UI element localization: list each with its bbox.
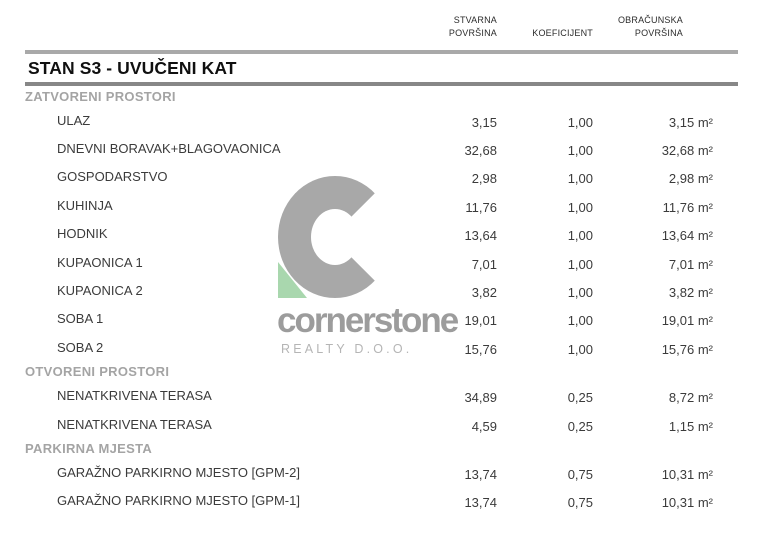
stvarna-povrsina-value: 13,64 bbox=[464, 228, 497, 244]
table-row bbox=[25, 487, 738, 515]
obracunska-povrsina-value: 11,76 m² bbox=[662, 199, 713, 215]
column-header-stvarna-povrsina bbox=[380, 14, 497, 50]
table-row bbox=[25, 276, 738, 304]
table-row bbox=[25, 220, 738, 248]
obracunska-povrsina-value: 15,76 m² bbox=[661, 341, 713, 357]
obracunska-povrsina-value: 1,15 m² bbox=[668, 418, 713, 434]
obracunska-povrsina-value: 10,31 m² bbox=[661, 495, 713, 511]
obracunska-povrsina-value: 3,82 m² bbox=[668, 285, 713, 301]
room-label: NENATKRIVENA TERASA bbox=[57, 416, 212, 432]
table-row bbox=[25, 134, 738, 162]
table-row bbox=[25, 382, 738, 410]
obracunska-povrsina-value: 19,01 m² bbox=[661, 313, 713, 329]
koeficijent-value: 1,00 bbox=[567, 114, 593, 130]
koeficijent-value: 0,25 bbox=[567, 418, 593, 434]
room-label: GARAŽNO PARKIRNO MJESTO [GPM-1] bbox=[57, 493, 300, 509]
page-title: STAN S3 - UVUČENI KAT bbox=[28, 57, 237, 78]
watermark-brand-text: cornerstone bbox=[277, 301, 458, 340]
stvarna-povrsina-value: 15,76 bbox=[464, 341, 497, 357]
koeficijent-value: 1,00 bbox=[567, 313, 593, 329]
koeficijent-value: 1,00 bbox=[567, 199, 593, 215]
column-header-koeficijent: KOEFICIJENT bbox=[532, 28, 593, 38]
column-header-line: STVARNA bbox=[453, 15, 497, 25]
watermark-subtitle-text: REALTY D.O.O. bbox=[281, 342, 413, 356]
koeficijent-value: 1,00 bbox=[567, 341, 593, 357]
obracunska-povrsina-value: 2,98 m² bbox=[668, 171, 713, 187]
obracunska-povrsina-value: 10,31 m² bbox=[661, 466, 713, 482]
obracunska-povrsina-value: 3,15 m² bbox=[668, 114, 713, 130]
section-header: PARKIRNA MJESTA bbox=[25, 440, 153, 456]
column-header-line: POVRŠINA bbox=[448, 28, 497, 38]
koeficijent-value: 1,00 bbox=[567, 228, 593, 244]
column-header-line: POVRŠINA bbox=[634, 28, 683, 38]
table-row bbox=[25, 410, 738, 438]
stvarna-povrsina-value: 3,15 bbox=[471, 114, 497, 130]
table-row bbox=[25, 248, 738, 276]
table-row bbox=[25, 458, 738, 486]
stvarna-povrsina-value: 11,76 bbox=[465, 199, 497, 215]
obracunska-povrsina-value: 8,72 m² bbox=[668, 390, 713, 406]
section-header: OTVORENI PROSTORI bbox=[25, 364, 170, 380]
room-label: SOBA 2 bbox=[57, 339, 104, 355]
koeficijent-value: 0,75 bbox=[567, 466, 593, 482]
column-headers bbox=[25, 0, 738, 50]
room-label: KUPAONICA 1 bbox=[57, 254, 143, 270]
room-label: DNEVNI BORAVAK+BLAGOVAONICA bbox=[57, 141, 281, 157]
stvarna-povrsina-value: 34,89 bbox=[464, 390, 497, 406]
stvarna-povrsina-value: 7,01 bbox=[471, 256, 497, 272]
table-body bbox=[25, 86, 738, 515]
room-label: SOBA 1 bbox=[57, 311, 104, 327]
koeficijent-value: 0,25 bbox=[567, 390, 593, 406]
column-header-line: OBRAČUNSKA bbox=[617, 15, 683, 25]
room-label: GOSPODARSTVO bbox=[57, 169, 168, 185]
stvarna-povrsina-value: 19,01 bbox=[464, 313, 497, 329]
room-label: ULAZ bbox=[57, 112, 91, 128]
obracunska-povrsina-value: 13,64 m² bbox=[661, 228, 713, 244]
obracunska-povrsina-value: 7,01 m² bbox=[668, 256, 713, 272]
stvarna-povrsina-value: 2,98 bbox=[471, 171, 497, 187]
column-header-spacer bbox=[25, 40, 380, 50]
table-row bbox=[25, 191, 738, 219]
table-row bbox=[25, 333, 738, 361]
koeficijent-value: 1,00 bbox=[567, 285, 593, 301]
koeficijent-value: 1,00 bbox=[567, 143, 593, 159]
room-label: HODNIK bbox=[57, 226, 108, 242]
stvarna-povrsina-value: 13,74 bbox=[464, 495, 497, 511]
room-label: KUPAONICA 2 bbox=[57, 283, 143, 299]
table-row bbox=[25, 106, 738, 134]
stvarna-povrsina-value: 3,82 bbox=[471, 285, 497, 301]
column-header-obracunska-povrsina bbox=[593, 14, 713, 50]
stvarna-povrsina-value: 13,74 bbox=[464, 466, 497, 482]
section-header: ZATVORENI PROSTORI bbox=[25, 88, 176, 104]
room-label: NENATKRIVENA TERASA bbox=[57, 388, 212, 404]
table-row bbox=[25, 163, 738, 191]
table-row bbox=[25, 305, 738, 333]
koeficijent-value: 0,75 bbox=[567, 495, 593, 511]
room-label: GARAŽNO PARKIRNO MJESTO [GPM-2] bbox=[57, 464, 300, 480]
room-label: KUHINJA bbox=[57, 197, 113, 213]
obracunska-povrsina-value: 32,68 m² bbox=[661, 143, 713, 159]
stvarna-povrsina-value: 32,68 bbox=[464, 143, 497, 159]
koeficijent-value: 1,00 bbox=[567, 256, 593, 272]
stvarna-povrsina-value: 4,59 bbox=[471, 418, 497, 434]
koeficijent-value: 1,00 bbox=[567, 171, 593, 187]
